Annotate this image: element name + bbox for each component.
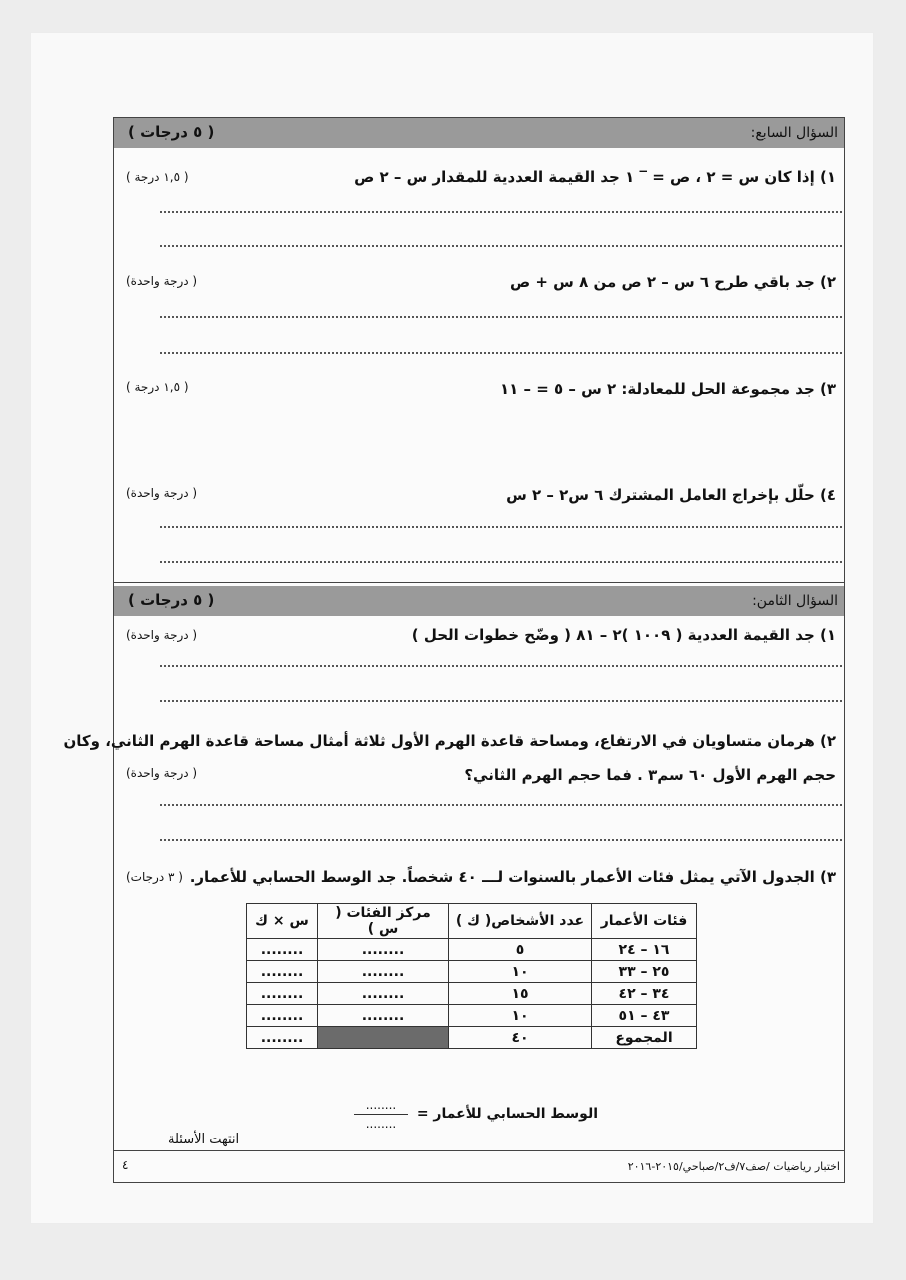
q7-item-2-marks: ( درجة واحدة) [126, 274, 198, 288]
q7-item-4-marks: ( درجة واحدة) [126, 486, 198, 500]
table-cell: ٤٣ – ٥١ [592, 1005, 697, 1027]
answer-line[interactable] [160, 665, 842, 667]
table-header: فئات الأعمار [592, 904, 697, 939]
q8-header [114, 586, 844, 616]
table-row [247, 961, 697, 983]
table-cell[interactable]: ........ [247, 983, 318, 1005]
table-cell: ٥ [449, 939, 592, 961]
q7-title: السؤال السابع: [750, 125, 838, 141]
table-cell: ٤٠ [449, 1027, 592, 1049]
table-cell[interactable]: ........ [318, 961, 449, 983]
table-row [247, 1005, 697, 1027]
answer-line[interactable] [160, 804, 842, 806]
q8-item-2-line2: حجم الهرم الأول ٦٠ سم٣ . فما حجم الهرم الثاني؟ [464, 766, 836, 784]
answer-line[interactable] [160, 316, 842, 318]
answer-line[interactable] [160, 526, 842, 528]
answer-line[interactable] [160, 839, 842, 841]
table-cell: ١٦ – ٢٤ [592, 939, 697, 961]
q8-item-3-marks: ( ٣ درجات) [126, 870, 183, 884]
exam-frame [63, 117, 845, 1183]
table-header: عدد الأشخاص( ك ) [449, 904, 592, 939]
table-cell[interactable]: ........ [247, 939, 318, 961]
age-table [246, 903, 697, 1049]
table-cell: ١٠ [449, 1005, 592, 1027]
table-row [247, 983, 697, 1005]
q8-marks: ( ٥ درجات ) [128, 591, 215, 609]
q8-item-1-marks: ( درجة واحدة) [126, 628, 198, 642]
mean-numerator: ........ [365, 1098, 397, 1112]
table-header: مركز الفئات ( س ) [318, 904, 449, 939]
page-number: ٤ [122, 1158, 129, 1172]
table-cell[interactable]: ........ [247, 1005, 318, 1027]
q7-item-2: ٢) جد باقي طرح ٦ س – ٢ ص من ٨ س + ص [509, 273, 836, 291]
table-cell[interactable]: ........ [318, 939, 449, 961]
table-cell: ١٠ [449, 961, 592, 983]
answer-line[interactable] [160, 700, 842, 702]
q8-item-3: ٣) الجدول الآتي يمثل فئات الأعمار بالسنوات لـــ ٤٠ شخصاً. جد الوسط الحسابي للأعمار. [189, 868, 836, 886]
q7-header [114, 118, 844, 148]
mean-fraction[interactable] [354, 1098, 408, 1131]
table-total-row [247, 1027, 697, 1049]
answer-line[interactable] [160, 211, 842, 213]
q8-item-2-marks: ( درجة واحدة) [126, 766, 198, 780]
paper-sheet [30, 32, 874, 1224]
q7-item-3-marks: ( ١,٥ درجة ) [126, 380, 189, 394]
shaded-cell [318, 1027, 449, 1049]
mean-label: الوسط الحسابي للأعمار = [416, 1106, 598, 1122]
section-divider [114, 582, 844, 583]
q7-item-1-marks: ( ١,٥ درجة ) [126, 170, 189, 184]
answer-line[interactable] [160, 352, 842, 354]
table-cell: ١٥ [449, 983, 592, 1005]
table-cell: ٢٥ – ٣٣ [592, 961, 697, 983]
table-cell: المجموع [592, 1027, 697, 1049]
fraction-bar [354, 1114, 408, 1115]
table-header: س × ك [247, 904, 318, 939]
q7-marks: ( ٥ درجات ) [128, 123, 215, 141]
answer-line[interactable] [160, 561, 842, 563]
q7-item-3: ٣) جد مجموعة الحل للمعادلة: ٢ س – ٥ = – ١١ [499, 380, 836, 398]
table-cell[interactable]: ........ [247, 961, 318, 983]
footer-divider [114, 1150, 844, 1151]
table-header-row [247, 904, 697, 939]
table-cell[interactable]: ........ [318, 983, 449, 1005]
table-cell: ٣٤ – ٤٢ [592, 983, 697, 1005]
footer-text: اختبار رياضيات /صف٧/ف٢/صباحي/٢٠١٥-٢٠١٦ [627, 1160, 840, 1173]
q8-item-1: ١) جد القيمة العددية ( ١٠٠٩ )٢ – ٨١ ( وضّح خطوات الحل ) [411, 626, 836, 644]
end-note: انتهت الأسئلة [168, 1132, 240, 1147]
mean-denominator: ........ [365, 1117, 397, 1131]
q7-item-1: ١) إذا كان س = ٢ ، ص = ‾ ١ جد القيمة العددية للمقدار س – ٢ ص [354, 168, 836, 186]
table-cell[interactable]: ........ [318, 1005, 449, 1027]
q8-title: السؤال الثامن: [752, 593, 838, 609]
q7-item-4: ٤) حلّل بإخراج العامل المشترك ٦ س٢ – ٢ س [506, 486, 836, 504]
q8-item-2-line1: ٢) هرمان متساويان في الارتفاع، ومساحة قاعدة الهرم الأول ثلاثة أمثال مساحة قاعدة الهرم الثاني، وكان [63, 732, 836, 750]
answer-line[interactable] [160, 245, 842, 247]
table-row [247, 939, 697, 961]
table-cell[interactable]: ........ [247, 1027, 318, 1049]
